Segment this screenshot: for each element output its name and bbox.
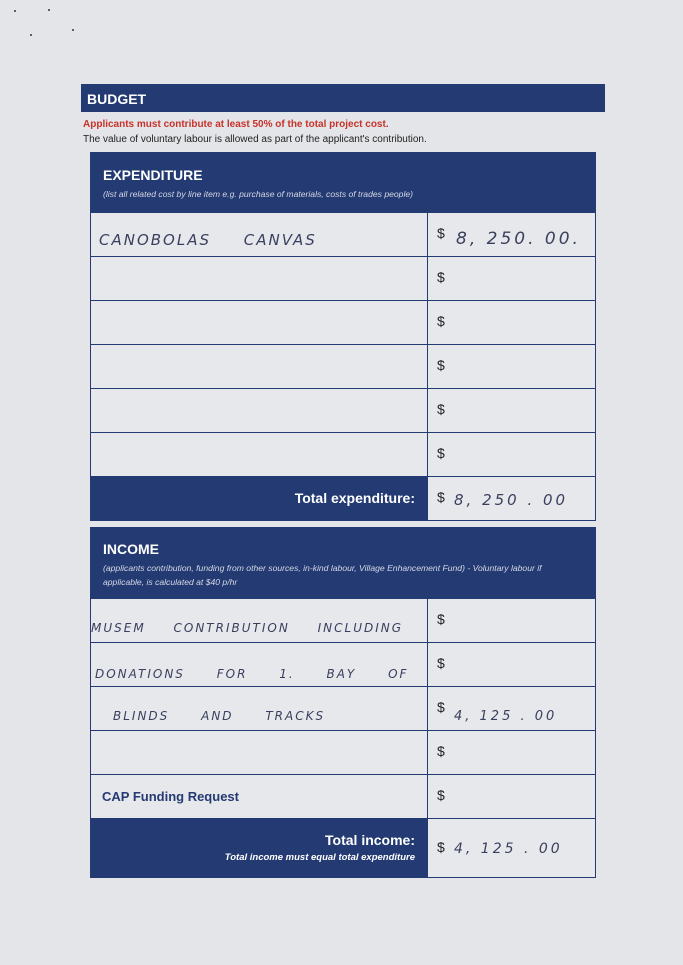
currency-symbol: $: [437, 489, 445, 505]
expenditure-subtitle: (list all related cost by line item e.g. purchase of materials, costs of trades people): [103, 189, 413, 199]
currency-symbol: $: [437, 611, 445, 627]
expenditure-row: [91, 388, 595, 432]
income-row: [91, 642, 595, 686]
cap-funding-amount-field[interactable]: [428, 775, 595, 818]
expenditure-description-field[interactable]: [91, 257, 428, 300]
expenditure-amount-field[interactable]: [428, 213, 595, 256]
handwritten-description: DONATIONS FOR 1. BAY OF: [95, 667, 409, 681]
expenditure-description-field[interactable]: [91, 345, 428, 388]
income-amount-field[interactable]: [428, 731, 595, 774]
expenditure-panel: [90, 152, 596, 521]
total-expenditure-label: Total expenditure:: [294, 490, 415, 506]
cap-funding-label-cell: [91, 775, 428, 818]
total-income-label: Total income:: [325, 832, 415, 848]
cap-funding-label: CAP Funding Request: [102, 789, 239, 804]
budget-heading: BUDGET: [81, 84, 605, 112]
handwritten-total-income: 4, 125 . 00: [454, 841, 563, 857]
currency-symbol: $: [437, 839, 445, 855]
currency-symbol: $: [437, 445, 445, 461]
income-subtitle: (applicants contribution, funding from other sources, in-kind labour, Village Enhancement Fund) - Voluntary labour if applicable, is calculated at $40 p/hr: [103, 563, 542, 587]
expenditure-description-field[interactable]: [91, 389, 428, 432]
expenditure-row: [91, 344, 595, 388]
expenditure-amount-field[interactable]: [428, 345, 595, 388]
expenditure-total-row: [91, 476, 595, 520]
income-amount-field[interactable]: [428, 643, 595, 686]
expenditure-total-label-cell: [91, 477, 428, 520]
expenditure-description-field[interactable]: [91, 213, 428, 256]
income-row: [91, 730, 595, 774]
handwritten-total-expenditure: 8, 250 . 00: [454, 491, 569, 509]
income-row: [91, 598, 595, 642]
currency-symbol: $: [437, 699, 445, 715]
handwritten-description: MUSEM CONTRIBUTION INCLUDING: [91, 621, 404, 635]
currency-symbol: $: [437, 401, 445, 417]
expenditure-total-field[interactable]: [428, 477, 595, 520]
income-header: [91, 528, 595, 598]
expenditure-description-field[interactable]: [91, 433, 428, 476]
currency-symbol: $: [437, 743, 445, 759]
expenditure-amount-field[interactable]: [428, 433, 595, 476]
handwritten-description: CANOBOLAS CANVAS: [99, 231, 317, 249]
income-total-label-cell: [91, 819, 428, 877]
expenditure-row: [91, 256, 595, 300]
income-total-row: [91, 818, 595, 877]
expenditure-header: [91, 153, 595, 212]
total-income-note: Total income must equal total expenditure: [224, 852, 415, 863]
income-amount-field[interactable]: [428, 687, 595, 730]
currency-symbol: $: [437, 225, 445, 241]
income-total-field[interactable]: [428, 819, 595, 877]
currency-symbol: $: [437, 787, 445, 803]
income-amount-field[interactable]: [428, 599, 595, 642]
expenditure-row: [91, 300, 595, 344]
currency-symbol: $: [437, 313, 445, 329]
expenditure-amount-field[interactable]: [428, 257, 595, 300]
income-row: [91, 686, 595, 730]
cap-funding-row: [91, 774, 595, 818]
income-description-field[interactable]: [91, 687, 428, 730]
income-description-field[interactable]: [91, 643, 428, 686]
expenditure-description-field[interactable]: [91, 301, 428, 344]
expenditure-amount-field[interactable]: [428, 389, 595, 432]
handwritten-amount: 8, 250. 00.: [456, 229, 581, 249]
expenditure-title: EXPENDITURE: [103, 167, 203, 183]
currency-symbol: $: [437, 655, 445, 671]
handwritten-description: BLINDS AND TRACKS: [113, 709, 326, 723]
expenditure-row: [91, 432, 595, 476]
expenditure-row: [91, 212, 595, 256]
currency-symbol: $: [437, 357, 445, 373]
voluntary-labour-note: The value of voluntary labour is allowed as part of the applicant's contribution.: [83, 134, 427, 145]
income-panel: [90, 527, 596, 878]
currency-symbol: $: [437, 269, 445, 285]
income-description-field[interactable]: [91, 599, 428, 642]
handwritten-amount: 4, 125 . 00: [454, 709, 558, 724]
income-description-field[interactable]: [91, 731, 428, 774]
contribution-warning: Applicants must contribute at least 50% of the total project cost.: [83, 119, 389, 130]
expenditure-amount-field[interactable]: [428, 301, 595, 344]
income-title: INCOME: [103, 541, 159, 557]
